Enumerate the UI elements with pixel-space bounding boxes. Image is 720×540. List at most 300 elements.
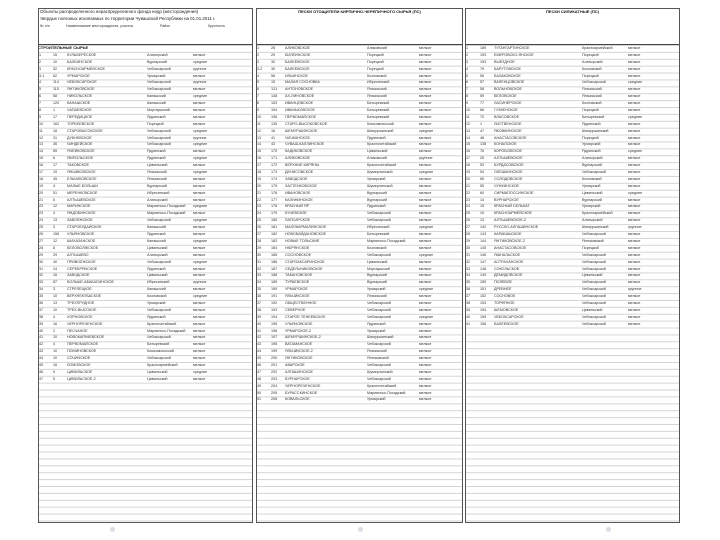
table-row [465,307,680,314]
table-cell: АЛИКОВСКОЕ [285,46,311,50]
table-cell: ЦИВИЛЬСКОЕ [67,369,93,374]
table-cell: КРАСНЫЙ СЕЛЬКАТ [494,204,530,209]
table-cell: 135 [271,121,278,126]
table-cell: 35 [257,287,262,292]
table-cell: Вурнарский [367,273,387,278]
table-row [38,52,253,59]
table-cell: ВАЛЕНЦОВСКОЕ [494,80,525,85]
table-row [465,107,680,114]
table-cell: ЧЕБОКСАРСКОЕ [67,80,97,85]
table-cell: 150 [480,280,487,285]
table-cell: 33 [466,266,471,271]
table-cell: Яльчикский [582,94,602,99]
table-row [465,59,680,66]
table-cell: 149 [480,273,487,278]
table-cell: ВЕРХНЕКУБАСКОЕ [67,294,102,299]
table-cell: 11 [466,114,470,119]
table-cell: ЧУВАШ-КАЛЛИНСКОЕ [285,142,325,147]
table-cell: 26 [466,218,471,223]
table-cell: АЛТЫШЕВСКОЕ [494,156,523,161]
table-cell: Ядринский [582,149,601,154]
table-row [256,73,463,80]
table-cell: средние [193,170,208,175]
table-row [256,176,463,183]
table-cell: средние [193,128,208,133]
table-row [38,362,253,369]
table-row [256,341,463,348]
table-cell: 42 [257,335,262,340]
table-cell: 26 [39,232,44,237]
table-cell: УРМАРСКОЕ-2 [285,328,312,333]
table-cell: 37 [466,294,471,299]
table-cell: Мариинско-Посадский [147,211,186,216]
table-cell: мелкое [419,163,432,168]
table-row [38,148,253,155]
table-cell: мелкое [628,232,641,237]
table-cell: 3 [53,225,56,230]
table-cell: 175 [271,183,278,188]
table-row [465,128,680,135]
table-row [256,390,463,397]
table-cell: 155 [480,314,487,319]
table-cell: Чебоксарский [582,80,606,85]
table-cell: Урмарский [147,300,166,305]
table-cell: ЛАСИНЕРСКОЕ [494,101,522,106]
table-header [38,8,253,45]
table-cell: мелкое [419,376,432,381]
table-cell: 10 [39,121,44,126]
table-cell: ЧИЧКАНСКОЕ [285,135,310,140]
table-cell: 38 [39,314,44,319]
table-cell: Шемуршинский [582,128,609,133]
table-row [256,79,463,86]
table-row [38,190,253,197]
table-cell: 43 [39,349,44,354]
table-cell: 181 [271,225,278,230]
table-cell: 18 [53,128,58,133]
table-cell: 31 [53,135,58,140]
table-cell: 18 [257,170,262,175]
column-header: Район [160,24,171,28]
table-cell: Канашский [147,287,166,292]
table-cell: 17 [53,163,58,168]
table-cell: 188 [271,273,278,278]
table-cell: 148 [271,94,278,99]
table-cell: 45 [39,362,44,367]
table-cell: ТУГАНГАРТИНСКОЕ [494,46,530,50]
table-cell: 52 [53,66,58,71]
table-cell: 19 [257,176,262,181]
table-cell: ЦИВИЛЬСКОЕ-2 [67,376,96,381]
table-cell: 193 [480,59,487,64]
table-cell: мелкое [193,211,206,216]
table-cell: Яльчикский [367,349,387,354]
table-cell: 153 [271,101,278,106]
table-cell: мелкое [419,197,432,202]
table-cell: мелкое [419,335,432,340]
table-cell: Чебоксарский [582,259,606,264]
table-cell: Шумерлинский [367,369,393,374]
table-cell: Урмарский [367,328,386,333]
table-cell: РУССКО-АЛГАШИНСКОЕ [494,225,539,230]
table-cell: Ядринский [147,266,166,271]
table-cell: Батыревский [582,114,605,119]
table-row [256,162,463,169]
table-cell: УЛЬЯНОВСКОЕ [285,321,313,326]
table-cell: 58 [53,94,58,99]
table-row [465,66,680,73]
table-cell: мелкое [419,94,432,99]
table-cell: мелкое [628,300,641,305]
table-cell: 19 [466,170,471,175]
table-cell: мелкое [628,307,641,312]
table-cell: 185 [271,252,278,257]
table-cell: ЯНДОБИНСКОЕ [67,211,96,216]
table-cell: 23 [257,204,262,209]
table-cell: 3 [257,59,260,64]
table-cell: Чебоксарский [582,287,606,292]
table-cell: 189 [271,280,278,285]
table-cell: СИРМАПОССИНСКОЕ [494,190,534,195]
table-cell: ЧЕБОКСАРСКОЕ [494,314,524,319]
table-cell: мелкое [193,87,206,92]
table-cell: мелкое [193,356,206,361]
table-cell: Красноармейский [582,46,613,50]
table-cell: Чебоксарский [367,218,391,223]
table-row [256,190,463,197]
table-cell: средние [193,156,208,161]
table-cell: средние [193,142,208,147]
table-row [256,121,463,128]
table-cell: средние [628,190,643,195]
table-cell: Цивильский [147,245,168,250]
table-cell: мелкое [193,149,206,154]
table-cell: мелкое [419,101,432,106]
table-row [465,266,680,273]
table-cell: 8 [53,245,56,250]
table-row [465,203,680,210]
table-cell: 16 [39,163,44,168]
table-cell: 76 [480,149,485,154]
table-cell: ПОЛЕВОЕ [494,280,513,285]
table-cell: 21 [39,197,44,202]
table-cell: 12 [466,121,471,126]
table-cell: ЕМЕРОВСКО-ЯНСКОЕ [494,52,534,57]
table-cell: ШЕМОВСКОЕ [494,307,519,312]
table-cell: мелкое [628,121,641,126]
table-cell: 18 [39,176,44,181]
table-cell: Вурнарский [147,59,167,64]
table-cell: Ядринский [147,232,166,237]
table-cell: 1 [480,121,483,126]
table-row [38,141,253,148]
table-cell: Вурнарский [582,163,602,168]
table-cell: средние [193,218,208,223]
table-row [38,176,253,183]
table-cell: 178 [271,204,278,209]
table-row [38,169,253,176]
table-cell: Ядринский [147,156,166,161]
table-row [465,79,680,86]
table-cell: МЕРЕНКОВСКОЕ [67,190,98,195]
table-cell: 27 [257,232,262,237]
table-cell: мелкое [419,46,432,50]
table-cell: ЧАПАЕВСКОЕ [67,108,92,113]
table-cell: Комсомольский [367,121,394,126]
table-cell: Шемуршинский [582,225,609,230]
table-cell: мелкое [628,266,641,271]
table-cell: 31 [257,259,262,264]
table-cell: 65 [53,149,58,154]
table-row [38,369,253,376]
table-cell: ШЕМУРШИНСКОЕ [285,128,318,133]
table-row [465,52,680,59]
table-cell: 30 [257,252,262,257]
table-cell: ЗАВОЛЖСКОЕ [67,218,93,223]
table-cell: ЯМПОЛЬСКОЕ [67,156,94,161]
table-cell: Цивильский [582,307,603,312]
table-cell: мелкое [193,176,206,181]
table-cell: КРАСНОАРМЕЙСКОЕ [494,211,533,216]
table-cell: Аликовский [367,156,387,161]
table-cell: 41 [466,321,471,326]
table-cell: Моргаушский [367,266,390,271]
table-cell: Ибресинский [147,190,170,195]
column-header: Наименование месторождения, участка [66,24,133,28]
table-cell: средние [628,114,643,119]
table-row [256,369,463,376]
table-cell: Чебоксарский [147,218,171,223]
table-cell: 156 [53,232,60,237]
table-cell: Урмарский [367,176,386,181]
table-cell: МАЛОКАРМАЛИНСКОЕ [285,225,327,230]
table-cell: Цивильский [147,273,168,278]
table-cell: мелкое [419,321,432,326]
table-row [256,348,463,355]
table-cell: 18 [466,163,471,168]
table-cell: 31 [39,266,44,271]
table-cell: ИВАНЬКОВСКОЕ [285,108,315,113]
table-cell: 204 [271,383,278,388]
table-cell: 3-1 [39,73,45,78]
table-cell: крупное [193,80,207,85]
table-cell: 41 [257,328,262,333]
table-cell: Урмарский [147,73,166,78]
table-cell: мелкое [628,87,641,92]
table-cell: 56 [480,73,485,78]
table-row [465,314,680,321]
table-cell: мелкое [193,328,206,333]
table-cell: 16 [53,362,58,367]
table-cell: 156 [271,114,278,119]
table-cell: мелкое [193,300,206,305]
table-cell: Чебоксарский [147,128,171,133]
table-cell: Порецкий [582,73,599,78]
table-header [465,8,680,45]
table-cell: Порецкий [147,121,164,126]
table-row [256,93,463,100]
table-cell: КАДИКОВСКОЕ [285,149,313,154]
table-cell: ЯНТИКОВСКОЕ [67,87,95,92]
table-cell: УЛЬЯНОВСКОЕ [67,232,95,237]
table-cell: Цивильский [147,369,168,374]
table-cell: ЗАВОДСКОЕ [285,176,308,181]
table-cell: мелкое [193,362,206,367]
table-cell: Порецкий [582,108,599,113]
table-row [38,114,253,121]
table-cell: Моргаушский [147,108,170,113]
table-cell: 34 [39,287,44,292]
table-cell: 16 [257,156,262,161]
table-cell: НОВОКАРАЧЕВСКОЕ [67,335,105,340]
table-sheet-left [38,8,253,523]
table-cell: мелкое [419,149,432,154]
table-cell: мелкое [193,52,206,57]
table-row [465,73,680,80]
table-cell: 60 [480,190,485,195]
table-cell: Козловский [147,294,167,299]
table-row [256,279,463,286]
table-cell: мелкое [628,156,641,161]
table-cell: 24 [53,266,58,271]
table-cell: средние [628,80,643,85]
table-row [256,272,463,279]
table-cell: 138 [480,142,487,147]
table-cell: Ибресинский [367,225,390,230]
table-cell: СТАРО-ВЫСОКОВСКОЕ [285,121,328,126]
table-row [256,307,463,314]
table-cell: Ядринский [147,149,166,154]
table-cell: крупное [628,287,642,292]
table-cell: Алатырский [582,156,603,161]
table-cell: Чебоксарский [582,280,606,285]
table-cell: 2 [39,59,42,64]
table-cell: 12 [39,135,44,140]
table-cell: 4 [257,73,260,78]
table-cell: ЯЛЬЧИКСКОЕ [285,294,310,299]
table-cell: мелкое [193,108,206,113]
table-row [465,176,680,183]
slide-bullet-icon [606,527,611,532]
table-cell: крупное [193,280,207,285]
table-cell: 12 [257,128,262,133]
table-cell: мелкое [628,314,641,319]
table-cell: 14 [466,135,471,140]
table-row [256,238,463,245]
table-cell: ЯЛЬЧИКСКОЕ-2 [285,349,313,354]
table-cell: 15 [466,142,471,147]
table-cell: Яльчикский [147,170,167,175]
table-cell: 16 [466,149,471,154]
table-row [465,245,680,252]
table-cell: мелкое [628,294,641,299]
table-cell: мелкое [193,232,206,237]
table-cell: ЕЛЬЧИКОВСКОЕ [67,176,97,181]
table-cell: 48 [257,376,262,381]
table-cell: Ядринский [582,121,601,126]
table-cell: БОЛЬШЕ-АБАКАСИНСКОЕ [67,280,114,285]
table-cell: Красночетайский [147,321,177,326]
table-cell: СОСНОВСКОЕ [285,252,312,257]
table-cell: 192 [271,300,278,305]
table-cell: 27 [39,238,44,243]
table-cell: 40 [53,259,58,264]
table-row [465,252,680,259]
table-cell: 15 [480,204,485,209]
table-cell: 29 [466,238,471,243]
table-cell: 37 [39,307,44,312]
table-row [256,155,463,162]
table-cell: СОСНОВОЕ [494,294,516,299]
table-cell: СОЧИНСКОЕ [67,356,91,361]
table-cell: мелкое [419,300,432,305]
table-row [465,190,680,197]
table-cell: 45 [53,176,58,181]
table-cell: 87 [53,280,58,285]
table-cell: 36 [257,294,262,299]
table-row [38,183,253,190]
table-cell: Батыревский [367,108,390,113]
table-cell: 9 [53,369,56,374]
table-cell: мелкое [419,135,432,140]
table-cell: ПЕРЕДИЦКОЕ [67,114,93,119]
table-cell: Яльчикский [367,87,387,92]
table-cell: 62 [53,73,58,78]
table-cell: 11 [39,128,43,133]
table-cell: мелкое [419,80,432,85]
table-row [465,121,680,128]
table-header [256,8,463,45]
table-cell: Урмарский [582,204,601,209]
table-cell: 43 [271,142,276,147]
table-cell: 206 [271,397,278,402]
table-cell: Канашский [147,101,166,106]
table-cell: Чебоксарский [367,211,391,216]
table-cell: 7 [257,94,260,99]
table-row [465,286,680,293]
table-cell: мелкое [628,321,641,326]
table-cell: 42 [39,342,44,347]
column-header: № п/п [40,24,50,28]
table-cell: Козловский [582,66,602,71]
table-cell: СТРЕЛЕЦКОЕ [67,287,92,292]
table-cell: 23 [466,197,471,202]
table-cell: 1 [53,108,56,113]
table-cell: мелкое [419,183,432,188]
table-body [465,45,680,523]
table-cell: ЯНШИКОВСКОЕ [67,170,96,175]
table-cell: СОЛОДОВСКОЕ [494,176,523,181]
table-cell: Чебоксарский [582,266,606,271]
table-cell: мелкое [628,128,641,133]
table-cell: мелкое [193,121,206,126]
table-cell: 10 [53,335,58,340]
table-cell: 146 [480,252,487,257]
table-cell: 3 [53,287,56,292]
table-row [465,135,680,142]
table-cell: средние [193,294,208,299]
table-cell: 16 [53,273,58,278]
table-cell: Чебоксарский [582,252,606,257]
table-cell: 3 [466,59,469,64]
table-cell: 37 [257,300,262,305]
table-cell: 40 [257,321,262,326]
table-cell: 58 [480,87,485,92]
table-cell: 198 [271,342,278,347]
table-row [465,238,680,245]
table-cell: 2 [53,328,56,333]
table-cell: Вурнарский [367,197,387,202]
